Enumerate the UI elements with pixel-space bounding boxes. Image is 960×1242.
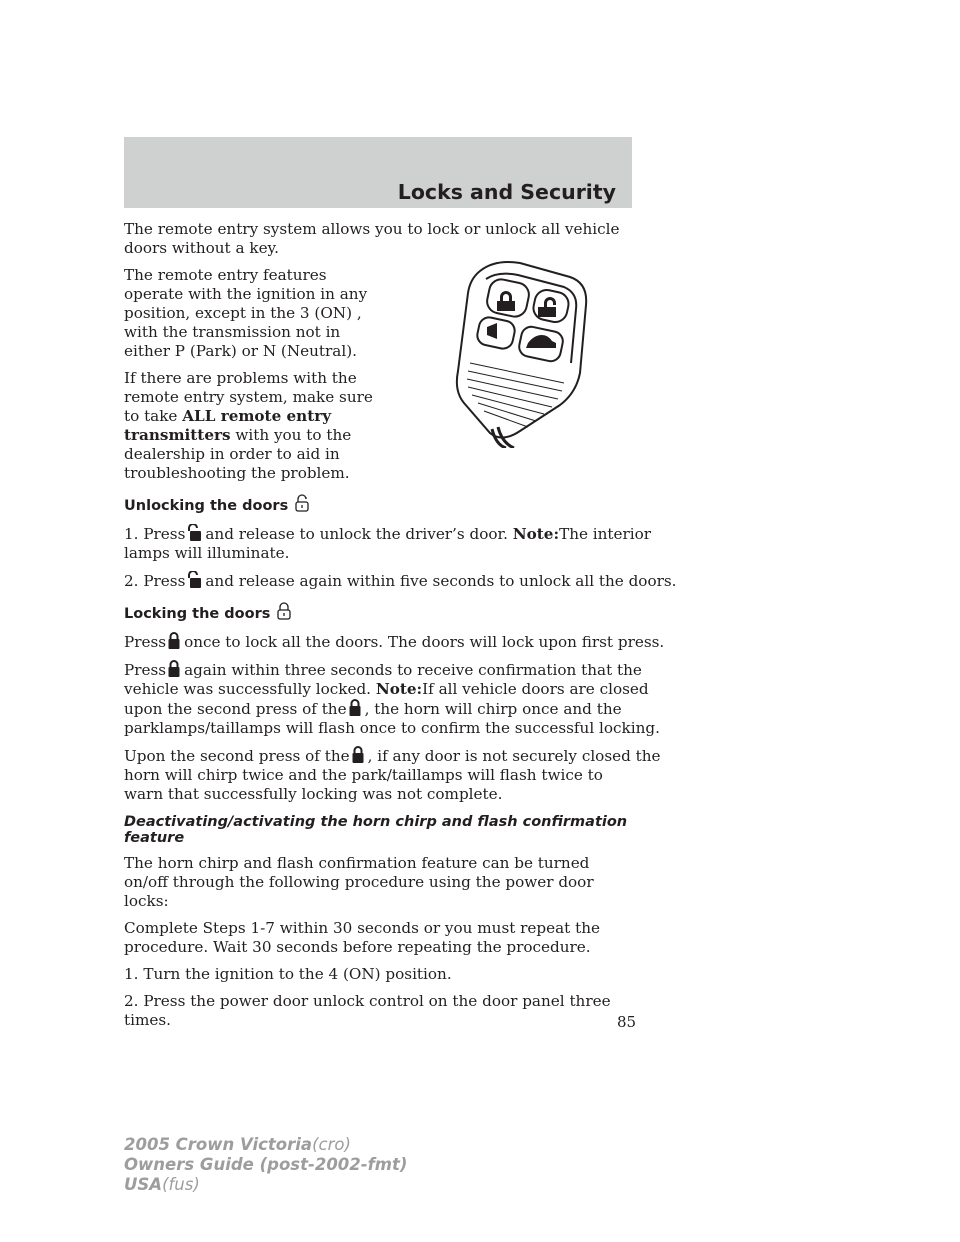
footer-guide: Owners Guide (post-2002-fmt)	[124, 1155, 408, 1174]
deactivating-step-1: 1. Turn the ignition to the 4 (ON) position.	[124, 965, 452, 983]
unlock-icon	[187, 571, 201, 588]
lock-para-3-post: , if any door is not securely closed the	[367, 747, 661, 765]
unlocking-heading	[124, 494, 636, 516]
unlock-step-2-pre: 2. Press	[124, 572, 186, 590]
footer-model-code: (cro)	[312, 1135, 351, 1154]
unlock-note-label: Note:	[512, 525, 560, 543]
lock-para-2-line3-post: , the horn will chirp once and the	[364, 700, 622, 718]
page-number: 85	[617, 1013, 637, 1031]
lock-icon	[352, 746, 364, 763]
problems-bold: ALL remote entry transmitters	[124, 407, 332, 444]
deactivating-para-1: The horn chirp and flash confirmation feature can be turned on/off through the following procedure using the power door locks:	[124, 854, 594, 910]
footer-model: 2005 Crown Victoria	[124, 1135, 313, 1154]
lock-para-3-rest: horn will chirp twice and the park/taillamps will flash twice to warn that successfully locking was not complete.	[124, 766, 603, 803]
problems-pre: If there are problems with the remote entry system, make sure to take	[124, 369, 373, 425]
lock-para-1-post: once to lock all the doors. The doors will lock upon first press.	[184, 633, 665, 651]
lock-icon	[349, 699, 361, 716]
lock-para-2-line3-pre: upon the second press of the	[124, 700, 347, 718]
unlock-step-2-post: and release again within five seconds to unlock all the doors.	[205, 572, 677, 590]
locking-heading	[124, 602, 636, 624]
features-paragraph: The remote entry features operate with the ignition in any position, except in the 3 (ON) , with the transmission not in either P (Park) or N (Neutral).	[124, 266, 368, 360]
lock-icon	[168, 632, 180, 649]
unlock-step-1	[124, 524, 652, 563]
unlock-step-1-cont: lamps will illuminate.	[124, 544, 290, 562]
page-title: Locks and Security	[397, 180, 616, 204]
lock-para-2-line2: vehicle was successfully locked.	[124, 680, 371, 698]
locking-heading-text: Locking the doors	[124, 606, 271, 622]
lock-para-3-pre: Upon the second press of the	[124, 747, 350, 765]
footer-market: USA	[124, 1175, 163, 1194]
lock-note-label: Note:	[375, 680, 423, 698]
footer-market-code: (fus)	[162, 1175, 200, 1194]
deactivating-para-2: Complete Steps 1-7 within 30 seconds or you must repeat the procedure. Wait 30 seconds before repeating the procedure.	[124, 919, 600, 956]
unlocking-heading-text: Unlocking the doors	[124, 498, 289, 514]
lock-outline-icon	[277, 602, 291, 620]
lock-icon	[168, 660, 180, 677]
unlock-step-2	[124, 571, 677, 591]
page-content	[124, 220, 677, 1038]
unlock-step-1-post: and release to unlock the driver’s door.	[205, 525, 508, 543]
unlock-outline-icon	[295, 494, 309, 512]
deactivating-step-2: 2. Press the power door unlock control on the door panel three times.	[124, 992, 611, 1029]
footer	[124, 1135, 407, 1195]
lock-para-1	[124, 632, 665, 652]
problems-paragraph	[124, 369, 374, 483]
lock-para-2-line4: parklamps/taillamps will flash once to confirm the successful locking.	[124, 719, 660, 737]
unlock-icon	[187, 524, 201, 541]
problems-post: with you to the dealership in order to aid in troubleshooting the problem.	[124, 426, 352, 482]
deactivating-heading: Deactivating/activating the horn chirp and flash confirmation feature	[124, 814, 628, 846]
unlock-note-text: The interior	[559, 525, 652, 543]
lock-para-2-pre: Press	[124, 661, 167, 679]
lock-note-text: If all vehicle doors are closed	[422, 680, 649, 698]
intro-paragraph: The remote entry system allows you to lock or unlock all vehicle doors without a key.	[124, 220, 620, 257]
lock-para-2	[124, 660, 660, 738]
unlock-step-1-pre: 1. Press	[124, 525, 186, 543]
lock-para-1-pre: Press	[124, 633, 167, 651]
lock-para-3	[124, 746, 661, 804]
header-band	[124, 137, 632, 208]
lock-para-2-post: again within three seconds to receive confirmation that the	[184, 661, 642, 679]
